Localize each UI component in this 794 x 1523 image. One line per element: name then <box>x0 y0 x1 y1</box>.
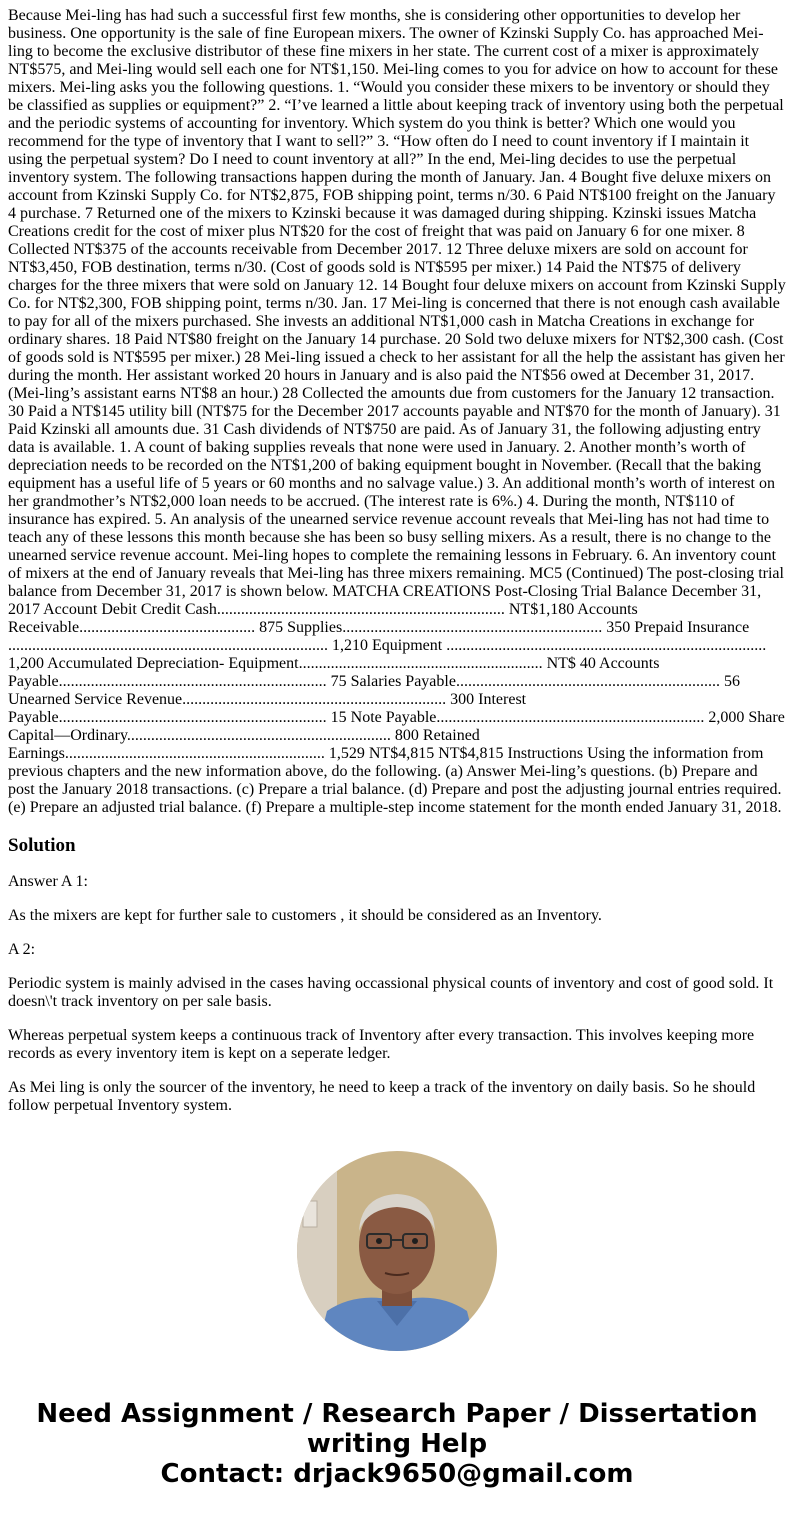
banner-line: Need Assignment / Research Paper / Dissertation <box>36 1399 758 1429</box>
solution-paragraph: A 2: <box>8 941 36 958</box>
solution-paragraph: Periodic system is mainly advised in the cases having occassional physical counts of inventory and cost of good sold. It doesn\'t track inventory on per sale basis. <box>8 975 774 1010</box>
solution-paragraph: Whereas perpetual system keeps a continuous track of Inventory after every transaction. This involves keeping more records as every inventory item is kept on a seperate ledger. <box>8 1027 755 1062</box>
contact-email: Contact: drjack9650@gmail.com <box>160 1459 634 1489</box>
avatar-container <box>0 1151 794 1351</box>
contact-banner <box>0 1399 794 1489</box>
banner-line: writing Help <box>306 1429 488 1459</box>
solution-paragraph: As Mei ling is only the sourcer of the inventory, he need to keep a track of the inventory on daily basis. So he should follow perpetual Inventory system. <box>8 1079 756 1114</box>
solution-paragraph: As the mixers are kept for further sale to customers , it should be considered as an Inventory. <box>8 907 602 924</box>
avatar <box>297 1151 497 1351</box>
solution-heading: Solution <box>8 835 76 856</box>
solution-paragraph: Answer A 1: <box>8 873 88 890</box>
question-text: Because Mei-ling has had such a successful first few months, she is considering other opportunities to develop her business. One opportunity is the sale of fine European mixers. The owner of Kzinski Supply Co. has approached Mei-ling to become the exclusive distributor of these fine mixers in her state. The current cost of a mixer is approximately NT$575, and Mei-ling would sell each one for NT$1,150. Mei-ling comes to you for advice on how to account for these mixers. Mei-ling asks you the following questions. 1. “Would you consider these mixers to be inventory or should they be classified as supplies or equipment?” 2. “I’ve learned a little about keeping track of inventory using both the perpetual and the periodic systems of accounting for inventory. Which system do you think is better? Which one would you recommend for the type of inventory that I want to sell?” 3. “How often do I need to count inventory if I maintain it using the perpetual system? Do I need to count inventory at all?” In the end, Mei-ling decides to use the perpetual inventory system. The following transactions happen during the month of January. Jan. 4 Bought five deluxe mixers on account from Kzinski Supply Co. for NT$2,875, FOB shipping point, terms n/30. 6 Paid NT$100 freight on the January 4 purchase. 7 Returned one of the mixers to Kzinski because it was damaged during shipping. Kzinski issues Matcha Creations credit for the cost of mixer plus NT$20 for the cost of freight that was paid on January 6 for one mixer. 8 Collected NT$375 of the accounts receivable from December 2017. 12 Three deluxe mixers are sold on account for NT$3,450, FOB destination, terms n/30. (Cost of goods sold is NT$595 per mixer.) 14 Paid the NT$75 of delivery charges for the three mixers that were sold on January 12. 14 Bought four deluxe mixers on account from Kzinski Supply Co. for NT$2,300, FOB shipping point, terms n/30. Jan. 17 Mei-ling is concerned that there is not enough cash available to pay for all of the mixers purchased. She invests an additional NT$1,000 cash in Matcha Creations in exchange for ordinary shares. 18 Paid NT$80 freight on the January 14 purchase. 20 Sold two deluxe mixers for NT$2,300 cash. (Cost of goods sold is NT$595 per mixer.) 28 Mei-ling issued a check to her assistant for all the help the assistant has given her during the month. Her assistant worked 20 hours in January and is also paid the NT$56 owed at December 31, 2017. (Mei-ling’s assistant earns NT$8 an hour.) 28 Collected the amounts due from customers for the January 12 transaction. 30 Paid a NT$145 utility bill (NT$75 for the December 2017 accounts payable and NT$70 for the month of January). 31 Paid Kzinski all amounts due. 31 Cash dividends of NT$750 are paid. As of January 31, the following adjusting entry data is available. 1. A count of baking supplies reveals that none were used in January. 2. Another month’s worth of depreciation needs to be recorded on the NT$1,200 of baking equipment bought in November. (Recall that the baking equipment has a useful life of 5 years or 60 months and no salvage value.) 3. An additional month’s worth of interest on her grandmother’s NT$2,000 loan needs to be accrued. (The interest rate is 6%.) 4. During the month, NT$110 of insurance has expired. 5. An analysis of the unearned service revenue account reveals that Mei-ling has not had time to teach any of these lessons this month because she has been so busy selling mixers. As a result, there is no change to the unearned service revenue account. Mei-ling hopes to complete the remaining lessons in February. 6. An inventory count of mixers at the end of January reveals that Mei-ling has three mixers remaining. MC5 (Continued) The post-closing trial balance from December 31, 2017 is shown below. MATCHA CREATIONS Post-Closing Trial Balance December 31, 2017 Account Debit Credit Cash........................................................................ NT$1,180 Accounts Receivable............................................ 875 Supplies................................................................. 350 Prepaid Insurance ................................................................................ 1,210 Equipment ................................................................................ 1,200 Accumulated Depreciation- Equipment............................................................. NT$ 40 Accounts Payable................................................................... 75 Salaries Payable.................................................................. 56 Unearned Service Revenue.................................................................. 300 Interest Payable................................................................... 15 Note Payable................................................................... 2,000 Share Capital—Ordinary.................................................................. 800 Retained Earnings................................................................. 1,529 NT$4,815 NT$4,815 Instructions Using the information from previous chapters and the new information above, do the following. (a) Answer Mei-ling’s questions. (b) Prepare and post the January 2018 transactions. (c) Prepare a trial balance. (d) Prepare and post the adjusting journal entries required. (e) Prepare an adjusted trial balance. (f) Prepare a multiple-step income statement for the month ended January 31, 2018. <box>8 7 786 816</box>
